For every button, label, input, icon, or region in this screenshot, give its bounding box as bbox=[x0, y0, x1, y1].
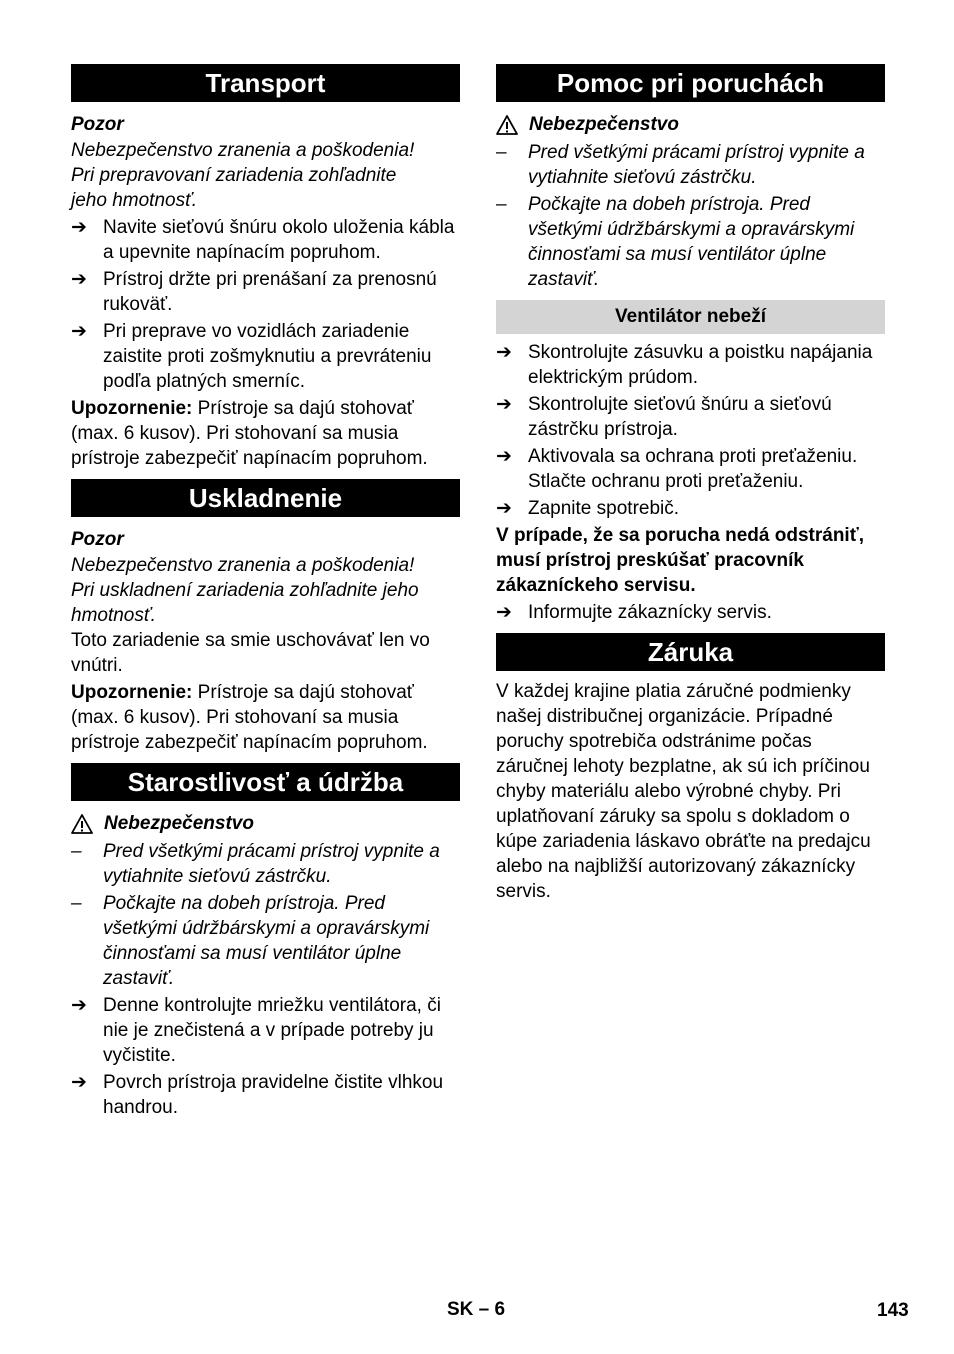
footer-section-label: SK – 6 bbox=[447, 1299, 506, 1320]
list-item: ➔ Skontrolujte zásuvku a poistku napájania elektrickým prúdom. bbox=[496, 342, 873, 388]
maintenance-steps bbox=[71, 993, 460, 1120]
list-item: – Pred všetkými prácami prístroj vypnite a vytiahnite sieťovú zástrčku. bbox=[496, 142, 865, 188]
list-item: ➔ Povrch prístroja pravidelne čistite vlhkou handrou. bbox=[71, 1072, 444, 1118]
bold-note: V prípade, že sa porucha nedá odstrániť, musí prístroj preskúšať pracovník zákazníckeho servisu. bbox=[496, 525, 865, 596]
list-item: ➔ Aktivovala sa ochrana proti preťaženiu. Stlačte ochranu proti preťaženiu. bbox=[496, 446, 858, 492]
section-title-maintenance: Starostlivosť a údržba bbox=[71, 763, 460, 801]
section-title-troubleshooting: Pomoc pri poruchách bbox=[496, 64, 885, 102]
note-paragraph: Upozornenie: Prístroje sa dajú stohovať (max. 6 kusov). Pri stohovaní sa musia prístroje zabezpečiť napínacím popruhom. bbox=[71, 682, 428, 753]
left-column bbox=[71, 64, 460, 1122]
list-item: ➔ Zapnite spotrebič. bbox=[496, 498, 680, 519]
caution-label: Pozor bbox=[71, 529, 124, 550]
caution-text: Nebezpečenstvo zranenia a poškodenia! Pri uskladnení zariadenia zohľadnite jeho hmotnosť. bbox=[71, 555, 419, 626]
arrow-right-icon: ➔ bbox=[71, 217, 87, 238]
warning-triangle-icon bbox=[496, 114, 518, 136]
list-item: – Počkajte na dobeh prístroja. Pred všetkými údržbárskymi a opravárskymi činnosťami sa musí ventilátor úplne zastaviť. bbox=[71, 893, 430, 989]
arrow-right-icon: ➔ bbox=[496, 342, 512, 363]
section-title-warranty: Záruka bbox=[496, 633, 885, 671]
list-item: ➔ Navite sieťovú šnúru okolo uloženia kábla a upevnite napínacím popruhom. bbox=[71, 217, 455, 263]
list-item: ➔ Skontrolujte sieťovú šnúru a sieťovú zástrčku prístroja. bbox=[496, 394, 832, 440]
troubleshooting-steps bbox=[496, 340, 885, 521]
arrow-right-icon: ➔ bbox=[496, 446, 512, 467]
dash-bullet: – bbox=[71, 893, 82, 914]
section-title-storage: Uskladnenie bbox=[71, 479, 460, 517]
transport-steps bbox=[71, 215, 460, 394]
list-item: – Počkajte na dobeh prístroja. Pred všetkými údržbárskymi a opravárskymi činnosťami sa musí ventilátor úplne zastaviť. bbox=[496, 194, 855, 290]
dash-bullet: – bbox=[71, 841, 82, 862]
note-paragraph: Upozornenie: Prístroje sa dajú stohovať (max. 6 kusov). Pri stohovaní sa musia prístroje zabezpečiť napínacím popruhom. bbox=[71, 398, 428, 469]
right-column bbox=[496, 64, 885, 904]
list-item: – Pred všetkými prácami prístroj vypnite a vytiahnite sieťovú zástrčku. bbox=[71, 841, 440, 887]
arrow-right-icon: ➔ bbox=[71, 1072, 87, 1093]
danger-list bbox=[71, 839, 460, 991]
storage-text: Toto zariadenie sa smie uschovávať len vo vnútri. bbox=[71, 630, 430, 676]
arrow-right-icon: ➔ bbox=[496, 394, 512, 415]
list-item: ➔ Informujte zákaznícky servis. bbox=[496, 602, 772, 623]
caution-label: Pozor bbox=[71, 114, 124, 135]
danger-list bbox=[496, 140, 885, 292]
section-title-transport: Transport bbox=[71, 64, 460, 102]
final-step bbox=[496, 600, 885, 625]
subsection-title: Ventilátor nebeží bbox=[496, 300, 885, 334]
danger-label: Nebezpečenstvo bbox=[496, 112, 885, 138]
list-item: ➔ Denne kontrolujte mriežku ventilátora, či nie je znečistená a v prípade potreby ju vyčistite. bbox=[71, 995, 441, 1066]
warranty-text: V každej krajine platia záručné podmienky našej distribučnej organizácie. Prípadné poruchy spotrebiča odstránime počas záručnej lehoty bezplatne, ak sú ich príčinou chyby materiálu alebo výrobné chyby. Pri uplatňovaní záruky sa spolu s dokladom o kúpe zariadenia láskavo obráťte na predajcu alebo na najbližší autorizovaný zákaznícky servis. bbox=[496, 681, 871, 902]
arrow-right-icon: ➔ bbox=[71, 269, 87, 290]
danger-label: Nebezpečenstvo bbox=[71, 811, 460, 837]
caution-text: Nebezpečenstvo zranenia a poškodenia! Pri prepravovaní zariadenia zohľadnite jeho hmotnosť. bbox=[71, 140, 415, 211]
dash-bullet: – bbox=[496, 142, 507, 163]
arrow-right-icon: ➔ bbox=[496, 602, 512, 623]
list-item: ➔ Prístroj držte pri prenášaní za prenosnú rukoväť. bbox=[71, 269, 437, 315]
arrow-right-icon: ➔ bbox=[71, 321, 87, 342]
page-number: 143 bbox=[877, 1300, 909, 1321]
warning-triangle-icon bbox=[71, 813, 93, 835]
list-item: ➔ Pri preprave vo vozidlách zariadenie zaistite proti zošmyknutiu a prevráteniu podľa platných smerníc. bbox=[71, 321, 432, 392]
dash-bullet: – bbox=[496, 194, 507, 215]
arrow-right-icon: ➔ bbox=[496, 498, 512, 519]
arrow-right-icon: ➔ bbox=[71, 995, 87, 1016]
